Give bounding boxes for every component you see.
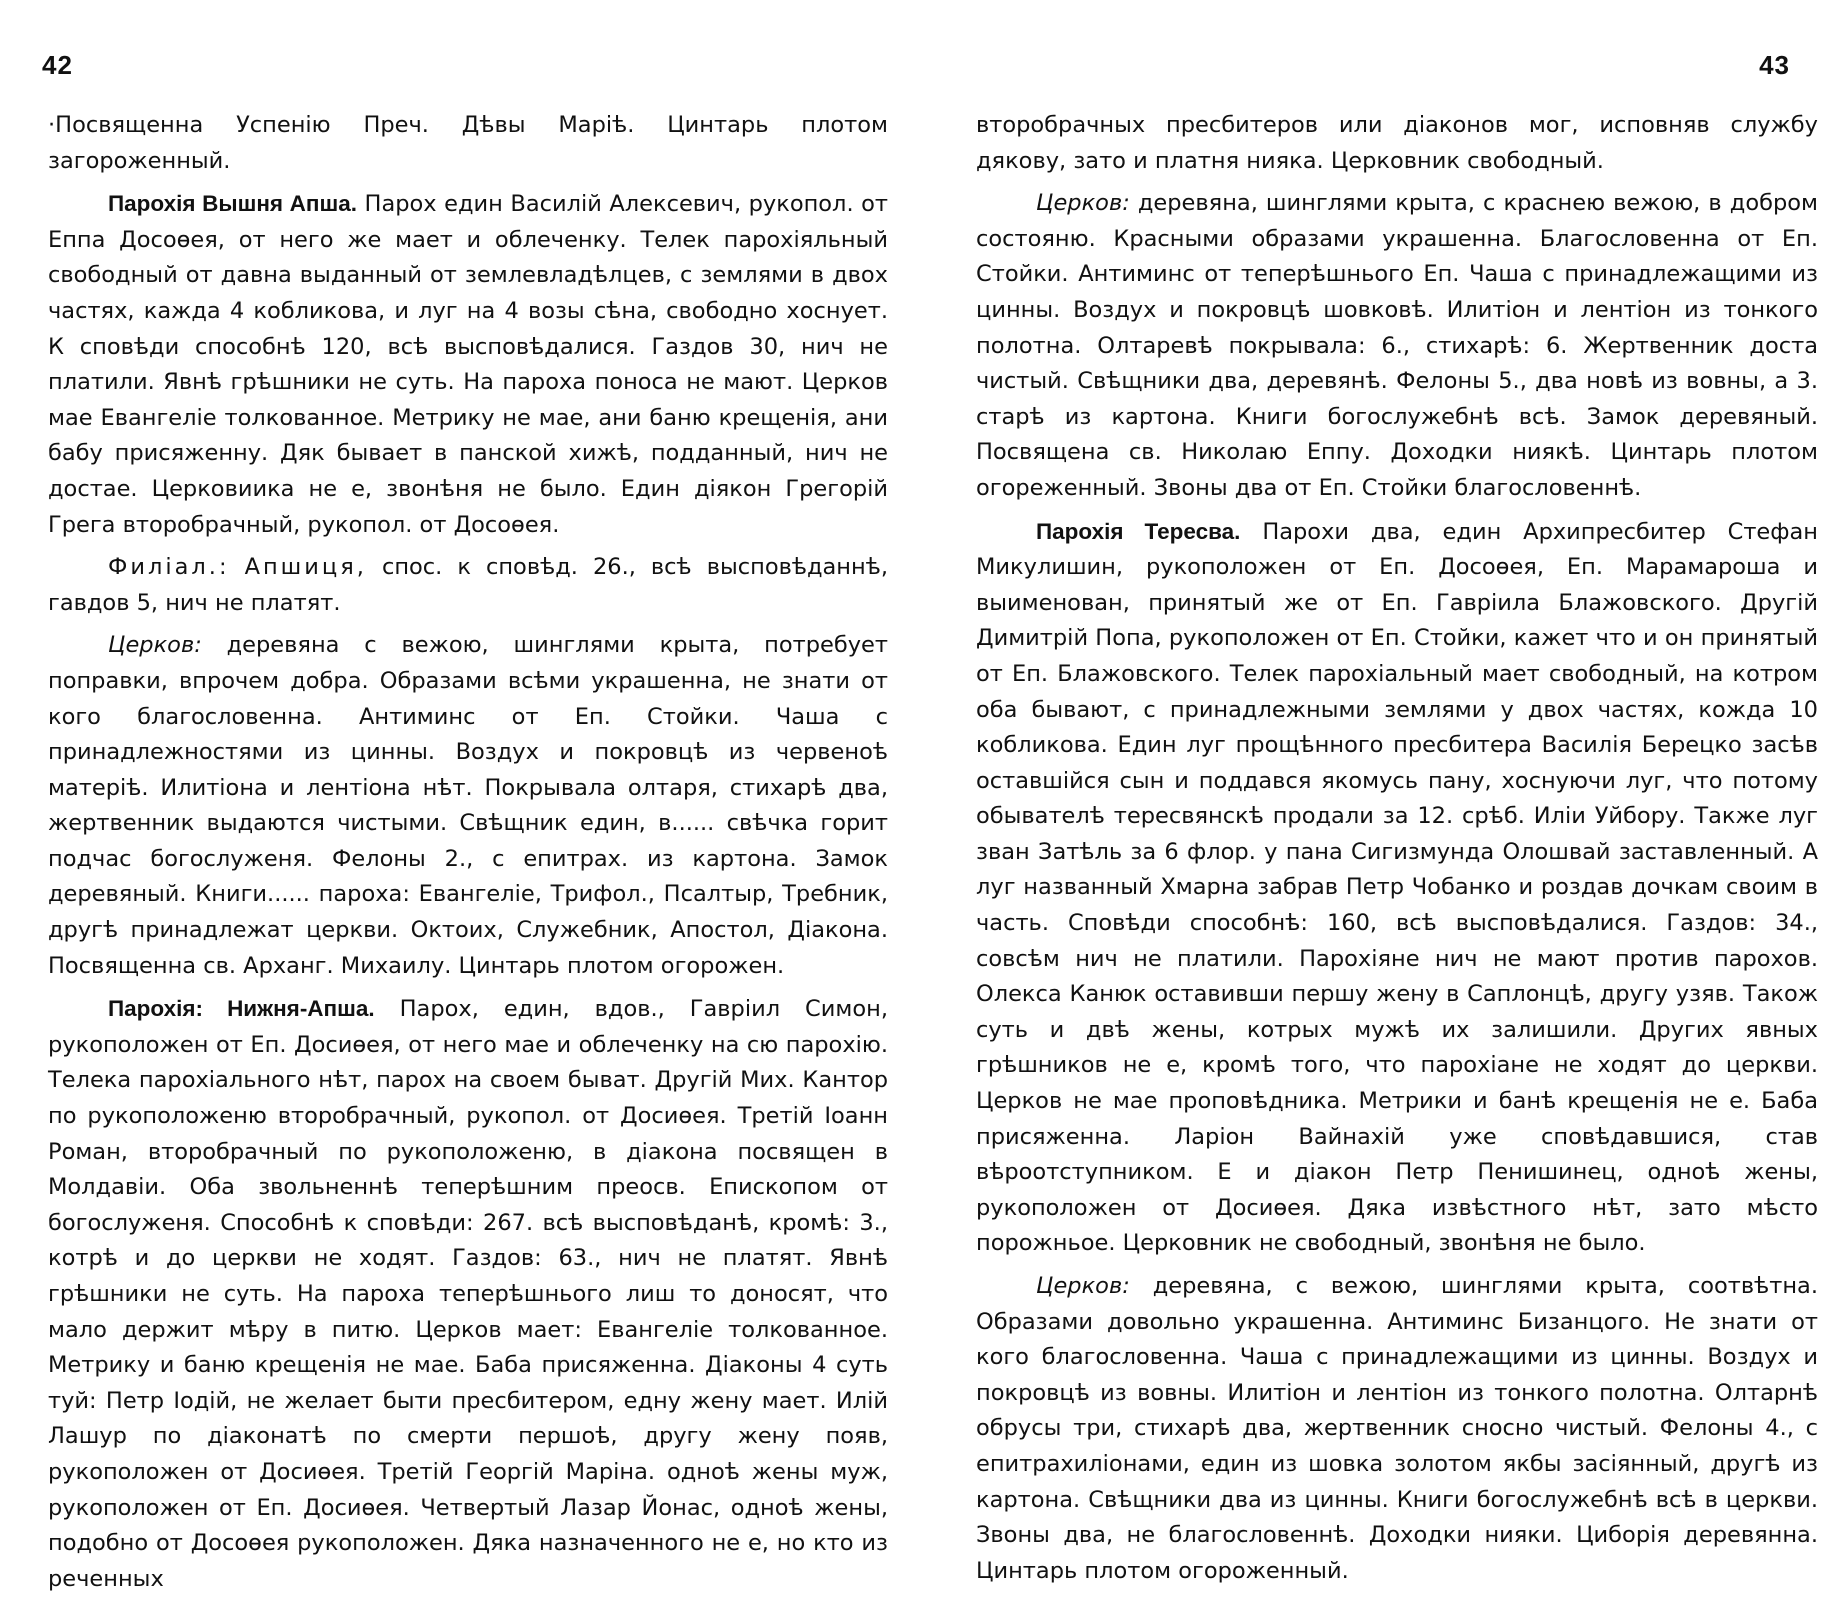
paragraph: второбрачных пресбитеров или діаконов мог, исповняв службу дякову, зато и платня нияка. Церковник свободный. [976, 112, 1818, 174]
paragraph-text: Парох, един, вдов., Гавріил Симон, рукоположен от Еп. Досиѳея, от него мае и облеченку на сю парохію. Телека парохіального нѣт, парох на своем быват. Другій Мих. Кантор по рукоположеню второбрачный, рукопол. от Досиѳея. Третій Іоанн Роман, второбрачный по рукоположеню, в діакона посвящен в Молдавіи. Оба звольненнѣ теперѣшним преосв. Епископом от богослуженя. Способнѣ к сповѣди: 267. всѣ высповѣданѣ, кромѣ: 3., котрѣ и до церкви не ходят. Газдов: 63., нич не платят. Явнѣ грѣшники не суть. На пароха теперѣшнього лиш то доносят, что мало держит мѣру в питю. Церков мает: Евангеліе толкованное. Метрику и баню крещенія не мае. Баба присяженна. Діаконы 4 суть туй: Петр Іодій, не желает быти пресбитером, едну жену мает. Илій Лашур по діаконатѣ по смерти першоѣ, другу жену появ, рукоположен от Досиѳея. Третій Георгій Маріна. одноѣ жены муж, рукоположен от Еп. Досиѳея. Четвертый Лазар Йонас, одноѣ жены, подобно от Досоѳея рукоположен. Дяка назначенного не е, но кто из реченных [48, 996, 888, 1592]
paragraph-text: деревяна с вежою, шинглями крыта, потребует поправки, впрочем добра. Образами всѣми украшенна, не знати от кого благословенна. Антиминс от Еп. Стойки. Чаша с принадлежностями из цинны. Воздух и покровцѣ из червеноѣ матеріѣ. Илитіона и лентіона нѣт. Покрывала олтаря, стихарѣ два, жертвенник выдаются чистыми. Свѣщник един, в...... свѣчка горит подчас богослуженя. Фелоны 2., с епитрах. из картона. Замок деревяный. Книги...... пароха: Евангеліе, Трифол., Псалтыр, Требник, другѣ принадлежат церкви. Октоих, Служебник, Апостол, Діакона. Посвященна св. Арханг. Михаилу. Цинтарь плотом огорожен. [48, 632, 888, 979]
parish-entry [48, 186, 888, 543]
parish-heading: Парохія: Нижня-Апша. [108, 996, 375, 1022]
parish-heading: Парохія Вышня Апша. [108, 191, 358, 217]
parish-entry [48, 991, 888, 1597]
church-entry [976, 186, 1818, 506]
paragraph-text: Парох един Василій Алексевич, рукопол. от Еппа Досоѳея, от него же мает и облеченку. Телек парохіяльный свободный от давна выданный от землевладѣлцев, с землями в двох частях, кажда 4 кобликова, и луг на 4 возы сѣна, свободно хоснует. К сповѣди способнѣ 120, всѣ высповѣдалися. Газдов 30, нич не платили. Явнѣ грѣшники не суть. На пароха поноса не мают. Церков мае Евангеліе толкованное. Метрику не мае, ани баню крещенія, ани бабу присяженну. Дяк бывает в панской хижѣ, подданный, нич не достае. Церковиика не е, звонѣня не было. Един діякон Грегорій Грега второбрачный, рукопол. от Досоѳея. [48, 191, 888, 538]
church-entry [48, 628, 888, 984]
paragraph-text: деревяна, шинглями крыта, с краснею вежою, в добром состояню. Красными образами украшенна. Благословенна от Еп. Стойки. Антиминс от теперѣшнього Еп. Чаша с принадлежащими из цинны. Воздух и покровцѣ шовковѣ. Илитіон и лентіон из тонкого полотна. Олтаревѣ покрывала: 6., стихарѣ: 6. Жертвенник доста чистый. Свѣщники два, деревянѣ. Фелоны 5., два новѣ из вовны, а 3. старѣ из картона. Книги богослужебнѣ всѣ. Замок деревяный. Посвящена св. Николаю Еппу. Доходки ниякѣ. Цинтарь плотом огореженный. Звоны два от Еп. Стойки благословеннѣ. [976, 190, 1818, 501]
page-number-right: 43 [1759, 50, 1790, 80]
church-label: Церков: [108, 632, 202, 659]
page-number-left: 42 [42, 50, 73, 80]
filial-entry [48, 550, 888, 621]
left-page-text [48, 108, 888, 1604]
paragraph: ·Посвященна Успенію Преч. Дѣвы Маріѣ. Цинтарь плотом загороженный. [48, 112, 888, 174]
right-page [923, 0, 1846, 1584]
filial-label: Филіал.: [108, 554, 230, 581]
parish-entry [976, 514, 1818, 1262]
church-label: Церков: [1036, 1273, 1130, 1299]
paragraph-text: спос. к сповѣд. 26., всѣ высповѣданнѣ, гавдов 5, нич не платят. [48, 554, 888, 616]
right-page-text [976, 108, 1818, 1596]
paragraph-text: Парохи два, един Архипресбитер Стефан Микулишин, рукоположен от Еп. Досоѳея, Еп. Марамароша и выименован, принятый же от Еп. Гавріила Блажовского. Другій Димитрій Попа, рукоположен от Еп. Стойки, кажет что и он принятый от Еп. Блажовского. Телек парохіальный мает свободный, на котром оба бывают, с принадлежными землями у двох частях, кожда 10 кобликова. Един луг прощѣнного пресбитера Василія Берецко засѣв оставшійся сын и поддався якомусь пану, хоснуючи луг, что потому обывателѣ тересвянскѣ продали за 12. срѣб. Илiи Уйбору. Также луг зван Затѣль за 6 флор. у пана Сигизмунда Олошвай заставленный. А луг названный Хмарна забрав Петр Чобанко и роздав дочкам своим в часть. Сповѣди способнѣ: 160, всѣ высповѣдалися. Газдов: 34., совсѣм нич не платили. Парохіяне нич не мают против парохов. Олекса Канюк оставивши першу жену в Саплонцѣ, другу узяв. Також суть и двѣ жены, котрых мужѣ их залишили. Других явных грѣшников не е, кромѣ того, что парохіане не ходят до церкви. Церков не мае проповѣдника. Метрики и банѣ крещенія не е. Баба присяженна. Ларіон Вайнахій уже сповѣдавшися, став вѣроотступником. Е и діакон Петр Пенишинец, одноѣ жены, рукоположен от Досиѳея. Дяка извѣстного нѣт, зато мѣсто порожньое. Церковник не свободный, звонѣня не было. [976, 518, 1819, 1257]
left-page [0, 0, 923, 1592]
paragraph-text: деревяна, с вежою, шинглями крыта, соотвѣтна. Образами довольно украшенна. Антиминс Бизанцого. Не знати от кого благословенна. Чаша с принадлежащими из цинны. Воздух и покровцѣ из вовны. Илитіон и лентіон из тонкого полотна. Олтарнѣ обрусы три, стихарѣ два, жертвенник сносно чистый. Фелоны 4., с епитрахиліонами, един из шовка золотом якбы засіянный, другѣ из картона. Свѣщники два из цинны. Книги богослужебнѣ всѣ в церкви. Звоны два, не благословеннѣ. Доходки нияки. Циборія деревянна. Цинтарь плотом огороженный. [976, 1273, 1818, 1584]
parish-heading: Парохія Тересва. [1036, 518, 1241, 544]
church-label: Церков: [1036, 190, 1130, 217]
filial-name: Апшиця, [244, 554, 367, 581]
church-entry [976, 1269, 1818, 1589]
